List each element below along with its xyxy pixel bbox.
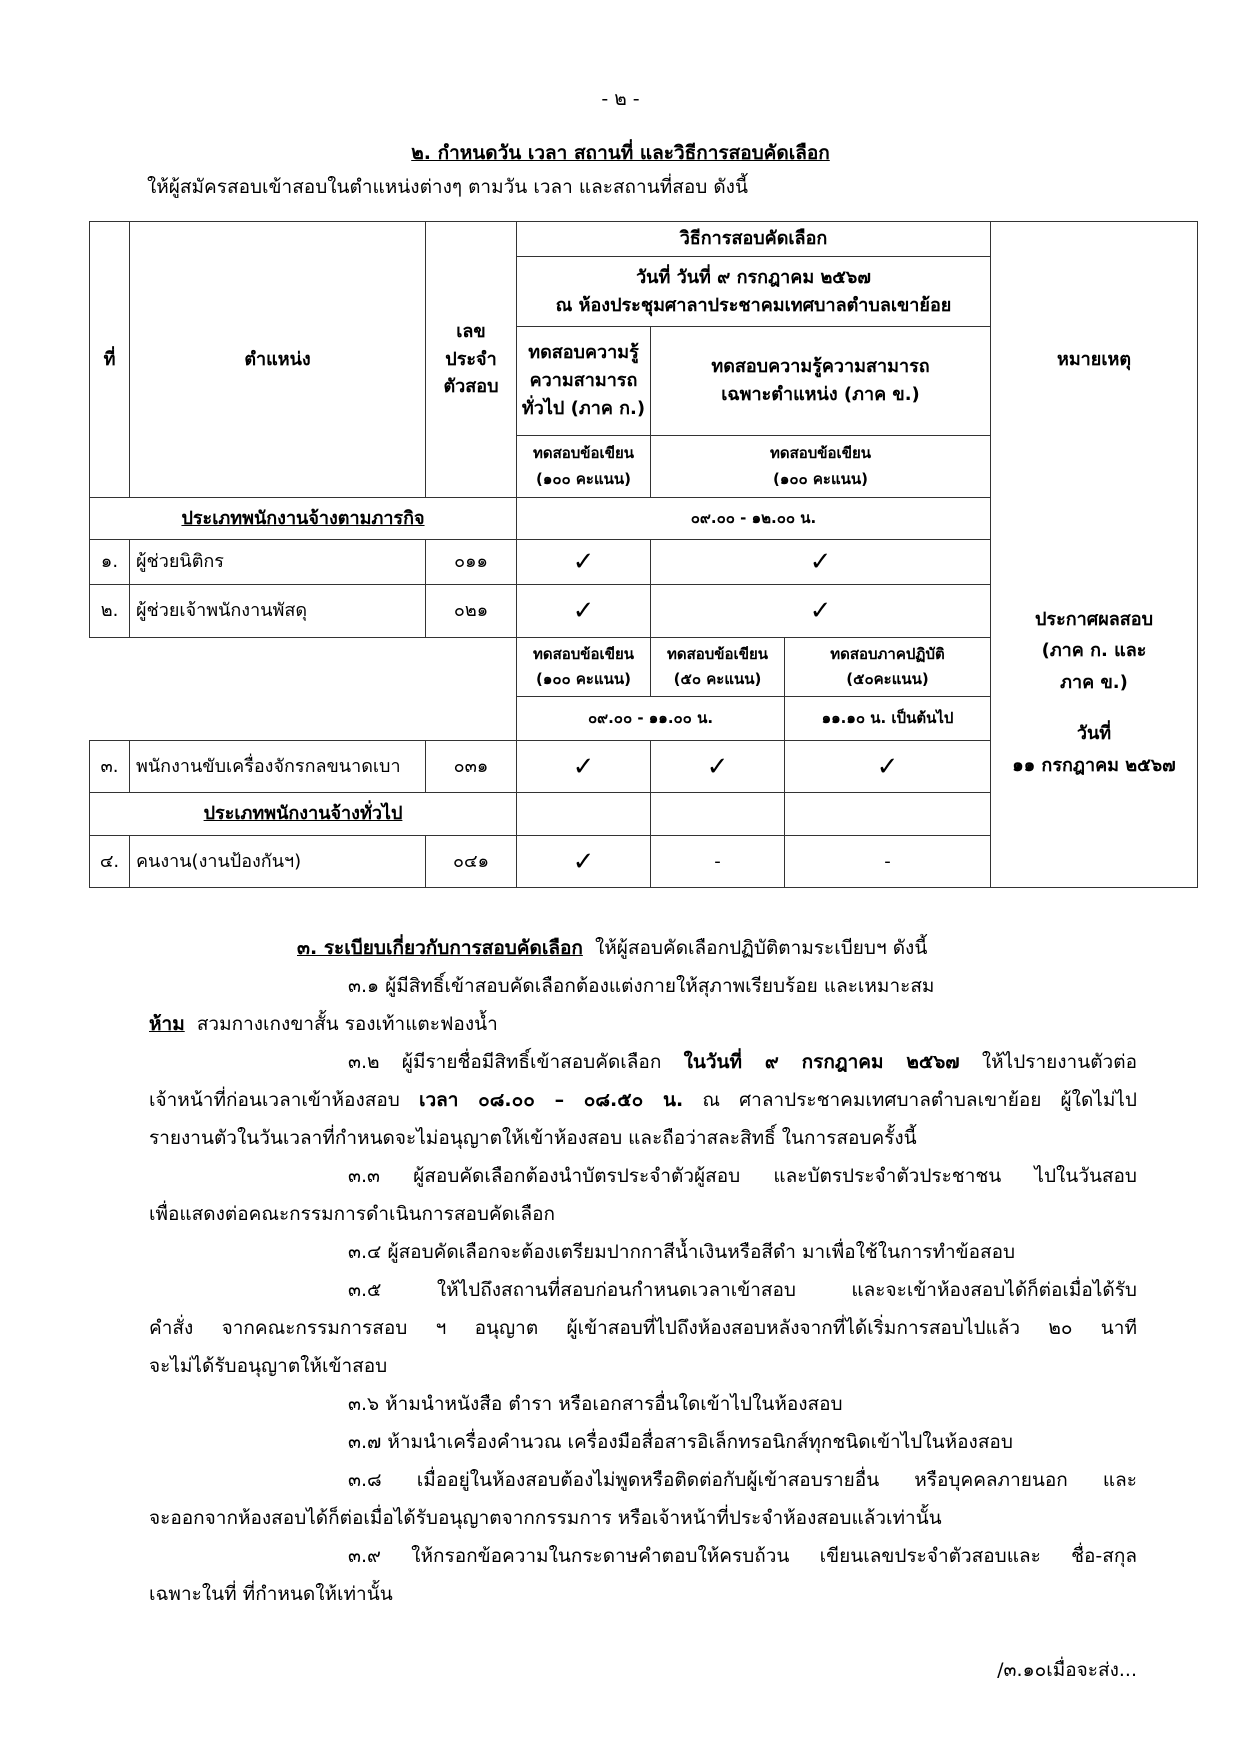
exam-schedule-table [89, 221, 1198, 888]
check-icon: ✓ [517, 741, 651, 793]
rule-3-1-ban: ห้าม สวมกางเกงขาสั้น รองเท้าแตะฟองน้ำ [149, 1013, 498, 1035]
group-contract-mission: ประเภทพนักงานจ้างตามภารกิจ [90, 498, 517, 540]
check-icon: ✓ [651, 540, 991, 585]
sub-time-1: ๐๙.๐๐ - ๑๑.๐๐ น. [517, 697, 785, 741]
continuation-note: /๓.๑๐เมื่อจะส่ง... [997, 1659, 1137, 1681]
header-date-place: วันที่ วันที่ ๙ กรกฎาคม ๒๕๖๗ ณ ห้องประชุมศาลาประชาคมเทศบาลตำบลเขาย้อย [517, 257, 991, 327]
sub-written-50: ทดสอบข้อเขียน (๕๐ คะแนน) [651, 638, 785, 697]
rule-3-7: ๓.๗ ห้ามนำเครื่องคำนวณ เครื่องมือสื่อสารอิเล็กทรอนิกส์ทุกชนิดเข้าไปในห้องสอบ [348, 1431, 1013, 1453]
check-icon: ✓ [785, 741, 991, 793]
rule-3-5-cont: คำสั่ง จากคณะกรรมการสอบ ฯ อนุญาต ผู้เข้าสอบที่ไปถึงห้องสอบหลังจากที่ได้เริ่มการสอบไปแล้ว ๒๐ นาที [149, 1317, 1137, 1339]
rule-3-3: ๓.๓ ผู้สอบคัดเลือกต้องนำบัตรประจำตัวผู้สอบ และบัตรประจำตัวประชาชน ไปในวันสอบ [348, 1165, 1137, 1187]
rule-3-6: ๓.๖ ห้ามนำหนังสือ ตำรา หรือเอกสารอื่นใดเข้าไปในห้องสอบ [348, 1393, 843, 1415]
blank-cell [90, 638, 517, 741]
header-remarks: หมายเหตุ [991, 222, 1198, 498]
check-icon: ✓ [517, 836, 651, 888]
sub-written-100: ทดสอบข้อเขียน (๑๐๐ คะแนน) [517, 638, 651, 697]
table-row: ๔. คนงาน(งานป้องกันฯ) ๐๔๑ ✓ - - [90, 836, 1198, 888]
header-method: วิธีการสอบคัดเลือก [517, 222, 991, 257]
rule-3-1: ๓.๑ ผู้มีสิทธิ์เข้าสอบคัดเลือกต้องแต่งกายให้สุภาพเรียบร้อย และเหมาะสม [348, 975, 935, 997]
rule-3-8-end: จะออกจากห้องสอบได้ก็ต่อเมื่อได้รับอนุญาตจากกรรมการ หรือเจ้าหน้าที่ประจำห้องสอบแล้วเท่านั้น [149, 1507, 942, 1529]
rule-3-2: ๓.๒ ผู้มีรายชื่อมีสิทธิ์เข้าสอบคัดเลือก ในวันที่ ๙ กรกฎาคม ๒๕๖๗ ให้ไปรายงานตัวต่อ [348, 1051, 1137, 1073]
table-row: ๑. ผู้ช่วยนิติกร ๐๑๑ ✓ ✓ [90, 540, 1198, 585]
check-icon: ✓ [651, 585, 991, 638]
rule-3-4: ๓.๔ ผู้สอบคัดเลือกจะต้องเตรียมปากกาสีน้ำเงินหรือสีดำ มาเพื่อใช้ในการทำข้อสอบ [348, 1241, 1016, 1263]
rule-3-3-end: เพื่อแสดงต่อคณะกรรมการดำเนินการสอบคัดเลือก [149, 1203, 556, 1225]
rule-3-2-cont: เจ้าหน้าที่ก่อนเวลาเข้าห้องสอบ เวลา ๐๘.๐๐ – ๐๘.๕๐ น. ณ ศาลาประชาคมเทศบาลตำบลเขาย้อย ผู้ใดไม่ไป [149, 1089, 1137, 1111]
table-row: ๒. ผู้ช่วยเจ้าพนักงานพัสดุ ๐๒๑ ✓ ✓ [90, 585, 1198, 638]
check-icon: ✓ [517, 540, 651, 585]
section3-heading: ๓. ระเบียบเกี่ยวกับการสอบคัดเลือก ให้ผู้สอบคัดเลือกปฏิบัติตามระเบียบฯ ดังนี้ [297, 937, 928, 959]
group-general-employee: ประเภทพนักงานจ้างทั่วไป [90, 793, 517, 836]
header-part-a-sub: ทดสอบข้อเขียน (๑๐๐ คะแนน) [517, 436, 651, 498]
rule-3-9: ๓.๙ ให้กรอกข้อความในกระดาษคำตอบให้ครบถ้วน เขียนเลขประจำตัวสอบและ ชื่อ-สกุล [348, 1545, 1137, 1567]
check-icon: ✓ [651, 741, 785, 793]
rule-3-5-end: จะไม่ได้รับอนุญาตให้เข้าสอบ [149, 1355, 388, 1377]
page-number: - ๒ - [601, 88, 640, 110]
sub-practical-50: ทดสอบภาคปฏิบัติ (๕๐คะแนน) [785, 638, 991, 697]
header-part-a: ทดสอบความรู้ ความสามารถ ทั่วไป (ภาค ก.) [517, 327, 651, 436]
group1-time: ๐๙.๐๐ - ๑๒.๐๐ น. [517, 498, 991, 540]
rule-3-9-end: เฉพาะในที่ ที่กำหนดให้เท่านั้น [149, 1583, 393, 1605]
remarks-announcement: ประกาศผลสอบ (ภาค ก. และ ภาค ข.) วันที่ ๑๑ กรกฎาคม ๒๕๖๗ [991, 498, 1198, 888]
section2-heading: ๒. กำหนดวัน เวลา สถานที่ และวิธีการสอบคัดเลือก [411, 142, 830, 164]
sub-time-2: ๑๑.๑๐ น. เป็นต้นไป [785, 697, 991, 741]
header-exam-id: เลข ประจำ ตัวสอบ [426, 222, 517, 498]
header-no: ที่ [90, 222, 130, 498]
section2-intro: ให้ผู้สมัครสอบเข้าสอบในตำแหน่งต่างๆ ตามวัน เวลา และสถานที่สอบ ดังนี้ [147, 176, 748, 198]
rule-3-5: ๓.๕ ให้ไปถึงสถานที่สอบก่อนกำหนดเวลาเข้าสอบ และจะเข้าห้องสอบได้ก็ต่อเมื่อได้รับ [348, 1279, 1137, 1301]
table-row: ๓. พนักงานขับเครื่องจักรกลขนาดเบา ๐๓๑ ✓ ✓ ✓ [90, 741, 1198, 793]
header-part-b: ทดสอบความรู้ความสามารถ เฉพาะตำแหน่ง (ภาค ข.) [651, 327, 991, 436]
rule-3-8: ๓.๘ เมื่ออยู่ในห้องสอบต้องไม่พูดหรือติดต่อกับผู้เข้าสอบรายอื่น หรือบุคคลภายนอก และ [348, 1469, 1137, 1491]
check-icon: ✓ [517, 585, 651, 638]
header-position: ตำแหน่ง [130, 222, 426, 498]
rule-3-2-end: รายงานตัวในวันเวลาที่กำหนดจะไม่อนุญาตให้เข้าห้องสอบ และถือว่าสละสิทธิ์ ในการสอบครั้งนี้ [149, 1127, 917, 1149]
header-part-b-sub: ทดสอบข้อเขียน (๑๐๐ คะแนน) [651, 436, 991, 498]
